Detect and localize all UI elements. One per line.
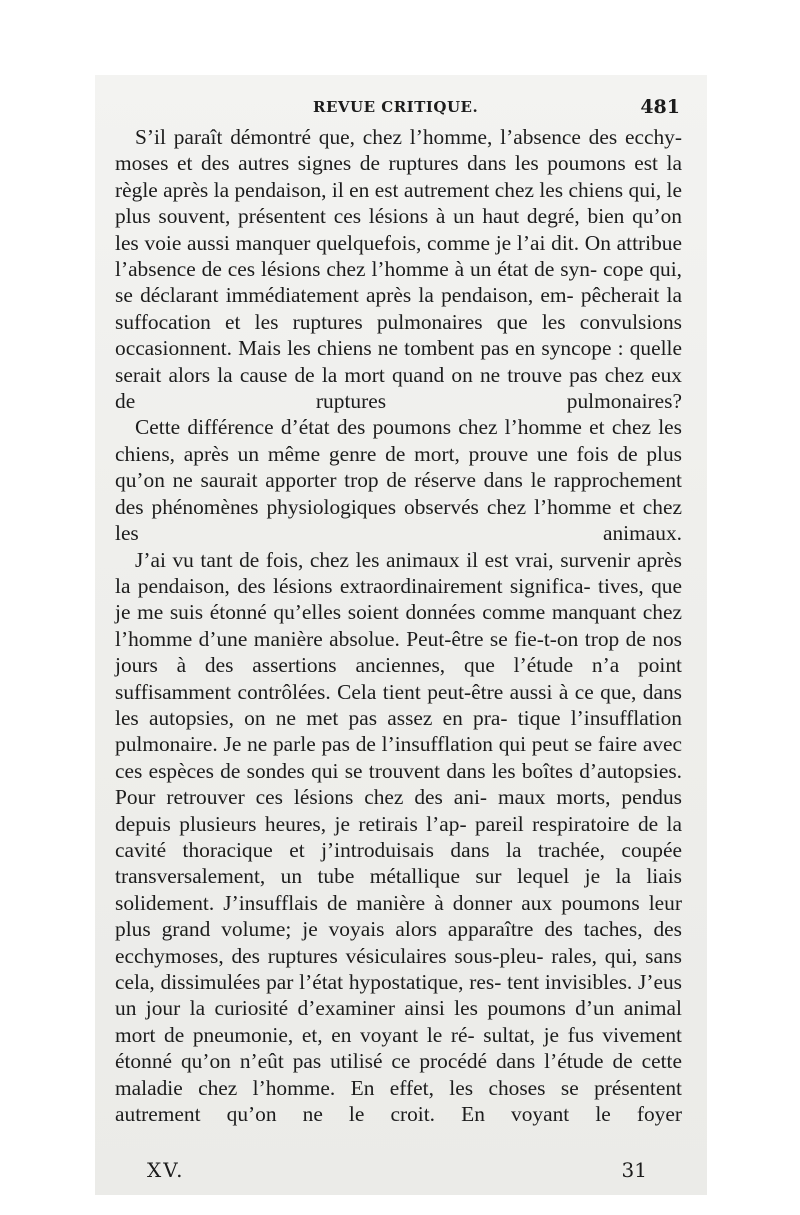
paragraph-2: Cette différence d’état des poumons chez l’homme et chez les chiens, après un même genre de mort, prouve une fois de plus qu’on ne saurait apporter trop de réserve dans le rapprochement des phénomènes physiologiques observés chez l’homme et chez les animaux. — [115, 415, 682, 546]
running-head — [115, 96, 680, 120]
running-title: REVUE CRITIQUE. — [313, 98, 479, 116]
page-footer — [147, 1158, 647, 1188]
page-number: 481 — [640, 96, 680, 118]
signature-mark: XV. — [147, 1158, 185, 1182]
paragraph-3: J’ai vu tant de fois, chez les animaux il est vrai, survenir après la pendaison, des lésions extraordinairement significa- tives, que je me suis étonné qu’elles soient données comme manquant chez l’homme d’une manière absolue. Peut-être se fie-t-on trop de nos jours à des assertions anciennes, que l’étude n’a point suffisamment contrôlées. Cela tient peut-être aussi à ce que, dans les autopsies, on ne met pas assez en pra- tique l’insufflation pulmonaire. Je ne parle pas de l’insufflation qui peut se faire avec ces espèces de sondes qui se trouvent dans les boîtes d’autopsies. Pour retrouver ces lésions chez des ani- maux morts, pendus depuis plusieurs heures, je retirais l’ap- pareil respiratoire de la cavité thoracique et j’introduisais dans la trachée, coupée transversalement, un tube métallique sur lequel je la liais solidement. J’insufflais de manière à donner aux poumons leur plus grand volume; je voyais alors apparaître des taches, des ecchymoses, des ruptures vésiculaires sous-pleu- rales, qui, sans cela, dissimulées par l’état hypostatique, res- tent invisibles. J’eus un jour la curiosité d’examiner ainsi les poumons d’un animal mort de pneumonie, et, en voyant le ré- sultat, je fus vivement étonné qu’on n’eût pas utilisé ce procédé dans l’étude de cette maladie chez l’homme. En effet, les choses se présentent autrement qu’on ne le croit. En voyant le foyer — [115, 547, 682, 1127]
signature-number: 31 — [621, 1158, 647, 1182]
body-text — [115, 124, 682, 1127]
paragraph-1: S’il paraît démontré que, chez l’homme, l’absence des ecchy- moses et des autres signes de ruptures dans les poumons est la règle après la pendaison, il en est autrement chez les chiens qui, le plus souvent, présentent ces lésions à un haut degré, bien qu’on les voie aussi manquer quelquefois, comme je l’ai dit. On attribue l’absence de ces lésions chez l’homme à un état de syn- cope qui, se déclarant immédiatement après la pendaison, em- pêcherait la suffocation et les ruptures pulmonaires que les convulsions occasionnent. Mais les chiens ne tombent pas en syncope : quelle serait alors la cause de la mort quand on ne trouve pas chez eux de ruptures pulmonaires? — [115, 125, 682, 414]
